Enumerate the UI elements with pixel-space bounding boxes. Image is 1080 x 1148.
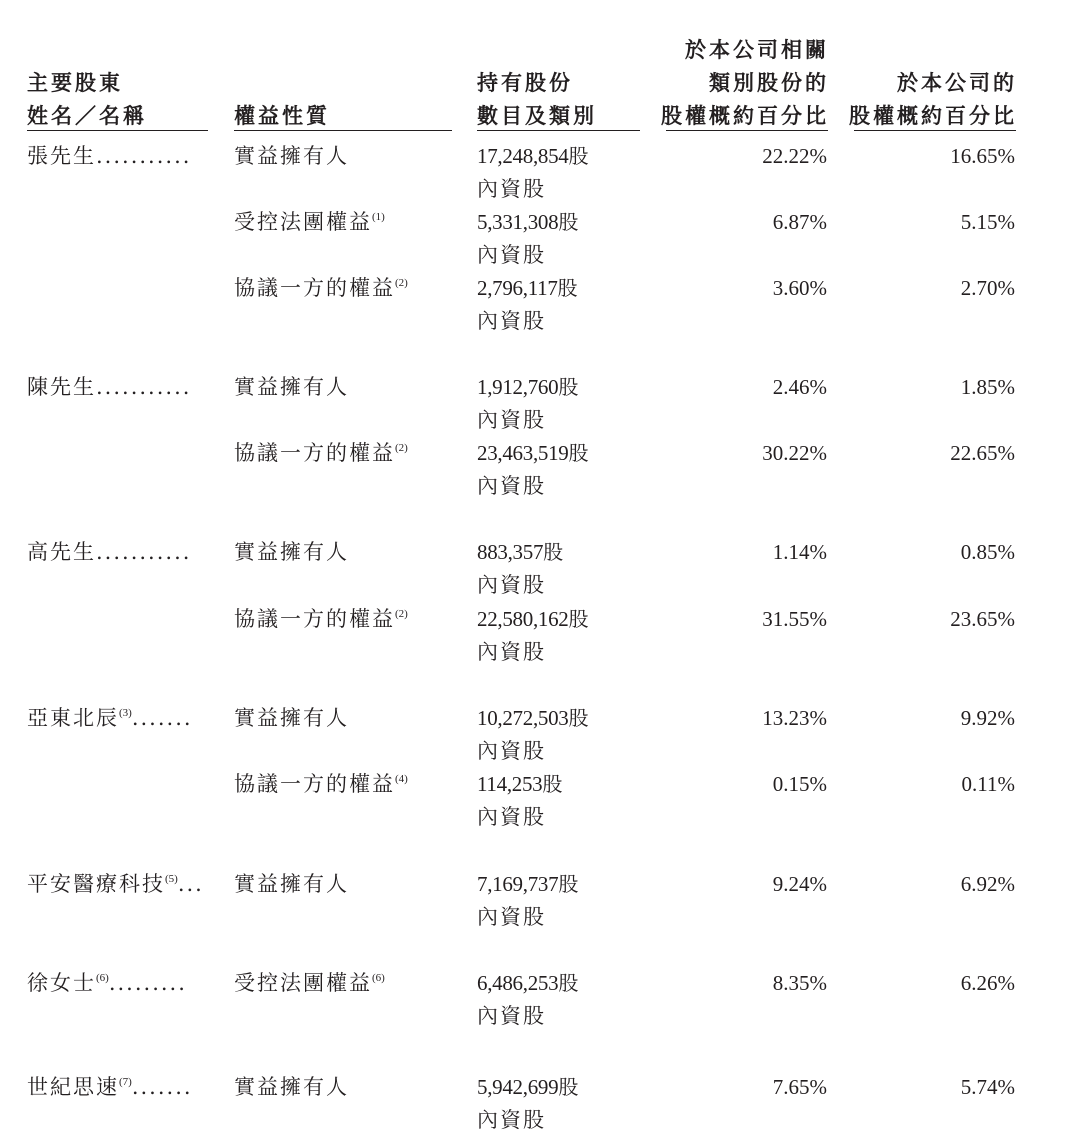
interest-nature: 協議一方的權益$^{(2)}$ (234, 607, 408, 631)
share-count: 6,486,253股 (477, 971, 579, 995)
header-line: 主要股東 (27, 70, 123, 95)
pct-company: 2.70% (960, 276, 1015, 300)
share-class: 內資股 (477, 905, 546, 929)
share-count: 883,357股 (477, 540, 563, 564)
interest-nature: 實益擁有人 (234, 872, 349, 896)
pct-relevant-class: 0.15% (772, 772, 827, 796)
footnote-ref: (5) (165, 873, 178, 885)
shareholder-name: 亞東北辰$^{(3)}$....... (27, 706, 193, 730)
share-class: 內資股 (477, 1108, 546, 1132)
footnote-ref: (2) (395, 442, 408, 454)
header-line: 數目及類別 (477, 103, 597, 128)
pct-company: 6.92% (960, 872, 1015, 896)
footnote-ref: (7) (119, 1076, 132, 1088)
shareholder-name: 張先生........... (27, 144, 192, 168)
header-pct-company (849, 66, 1017, 132)
pct-company: 9.92% (960, 706, 1015, 730)
share-class: 內資股 (477, 243, 546, 267)
share-count: 17,248,854股 (477, 144, 589, 168)
header-pct-relevant-class (661, 33, 829, 132)
interest-nature: 實益擁有人 (234, 540, 349, 564)
interest-nature: 實益擁有人 (234, 144, 349, 168)
share-count: 1,912,760股 (477, 375, 579, 399)
shareholder-name: 陳先生........... (27, 375, 192, 399)
footnote-ref: (2) (395, 608, 408, 620)
pct-relevant-class: 1.14% (772, 540, 827, 564)
header-number-and-class (477, 66, 597, 132)
footnote-ref: (6) (372, 972, 385, 984)
pct-relevant-class: 31.55% (762, 607, 827, 631)
header-rule (234, 130, 452, 131)
pct-relevant-class: 9.24% (772, 872, 827, 896)
header-shareholder-name (27, 66, 147, 132)
header-rule (666, 130, 828, 131)
share-class: 內資股 (477, 573, 546, 597)
header-rule (477, 130, 640, 131)
header-line: 姓名／名稱 (27, 103, 147, 128)
footnote-ref: (3) (119, 707, 132, 719)
interest-nature: 實益擁有人 (234, 706, 349, 730)
interest-nature: 協議一方的權益$^{(2)}$ (234, 276, 408, 300)
share-count: 5,331,308股 (477, 210, 579, 234)
pct-company: 22.65% (950, 441, 1015, 465)
footnote-ref: (4) (395, 773, 408, 785)
shareholder-name: 世紀思速$^{(7)}$....... (27, 1075, 193, 1099)
pct-company: 6.26% (960, 971, 1015, 995)
share-count: 22,580,162股 (477, 607, 589, 631)
share-count: 23,463,519股 (477, 441, 589, 465)
share-count: 10,272,503股 (477, 706, 589, 730)
share-class: 內資股 (477, 805, 546, 829)
pct-company: 0.11% (961, 772, 1015, 796)
header-nature-of-interest (234, 99, 330, 132)
share-count: 5,942,699股 (477, 1075, 579, 1099)
footnote-ref: (1) (372, 211, 385, 223)
interest-nature: 受控法團權益$^{(6)}$ (234, 971, 385, 995)
share-class: 內資股 (477, 739, 546, 763)
pct-company: 16.65% (950, 144, 1015, 168)
header-line: 股權概約百分比 (849, 103, 1017, 128)
share-class: 內資股 (477, 1004, 546, 1028)
pct-company: 0.85% (960, 540, 1015, 564)
header-rule (27, 130, 208, 131)
share-count: 7,169,737股 (477, 872, 579, 896)
header-line: 股權概約百分比 (661, 103, 829, 128)
pct-relevant-class: 30.22% (762, 441, 827, 465)
pct-relevant-class: 7.65% (772, 1075, 827, 1099)
pct-relevant-class: 13.23% (762, 706, 827, 730)
pct-company: 5.15% (960, 210, 1015, 234)
pct-relevant-class: 2.46% (772, 375, 827, 399)
interest-nature: 實益擁有人 (234, 375, 349, 399)
header-line: 於本公司的 (897, 70, 1017, 95)
pct-company: 5.74% (960, 1075, 1015, 1099)
share-class: 內資股 (477, 640, 546, 664)
shareholder-name: 徐女士$^{(6)}$......... (27, 971, 187, 995)
shareholder-name: 高先生........... (27, 540, 192, 564)
pct-relevant-class: 8.35% (772, 971, 827, 995)
interest-nature: 實益擁有人 (234, 1075, 349, 1099)
footnote-ref: (2) (395, 277, 408, 289)
interest-nature: 協議一方的權益$^{(2)}$ (234, 441, 408, 465)
share-count: 114,253股 (477, 772, 563, 796)
interest-nature: 受控法團權益$^{(1)}$ (234, 210, 385, 234)
header-line: 類別股份的 (709, 70, 829, 95)
share-count: 2,796,117股 (477, 276, 578, 300)
share-class: 內資股 (477, 177, 546, 201)
pct-company: 23.65% (950, 607, 1015, 631)
interest-nature: 協議一方的權益$^{(4)}$ (234, 772, 408, 796)
footnote-ref: (6) (96, 972, 109, 984)
shareholder-name: 平安醫療科技$^{(5)}$... (27, 872, 204, 896)
header-line: 權益性質 (234, 103, 330, 128)
pct-relevant-class: 6.87% (772, 210, 827, 234)
header-rule (854, 130, 1016, 131)
header-line: 於本公司相關 (685, 37, 829, 62)
pct-relevant-class: 22.22% (762, 144, 827, 168)
share-class: 內資股 (477, 309, 546, 333)
pct-company: 1.85% (960, 375, 1015, 399)
pct-relevant-class: 3.60% (772, 276, 827, 300)
header-line: 持有股份 (477, 70, 573, 95)
share-class: 內資股 (477, 474, 546, 498)
share-class: 內資股 (477, 408, 546, 432)
